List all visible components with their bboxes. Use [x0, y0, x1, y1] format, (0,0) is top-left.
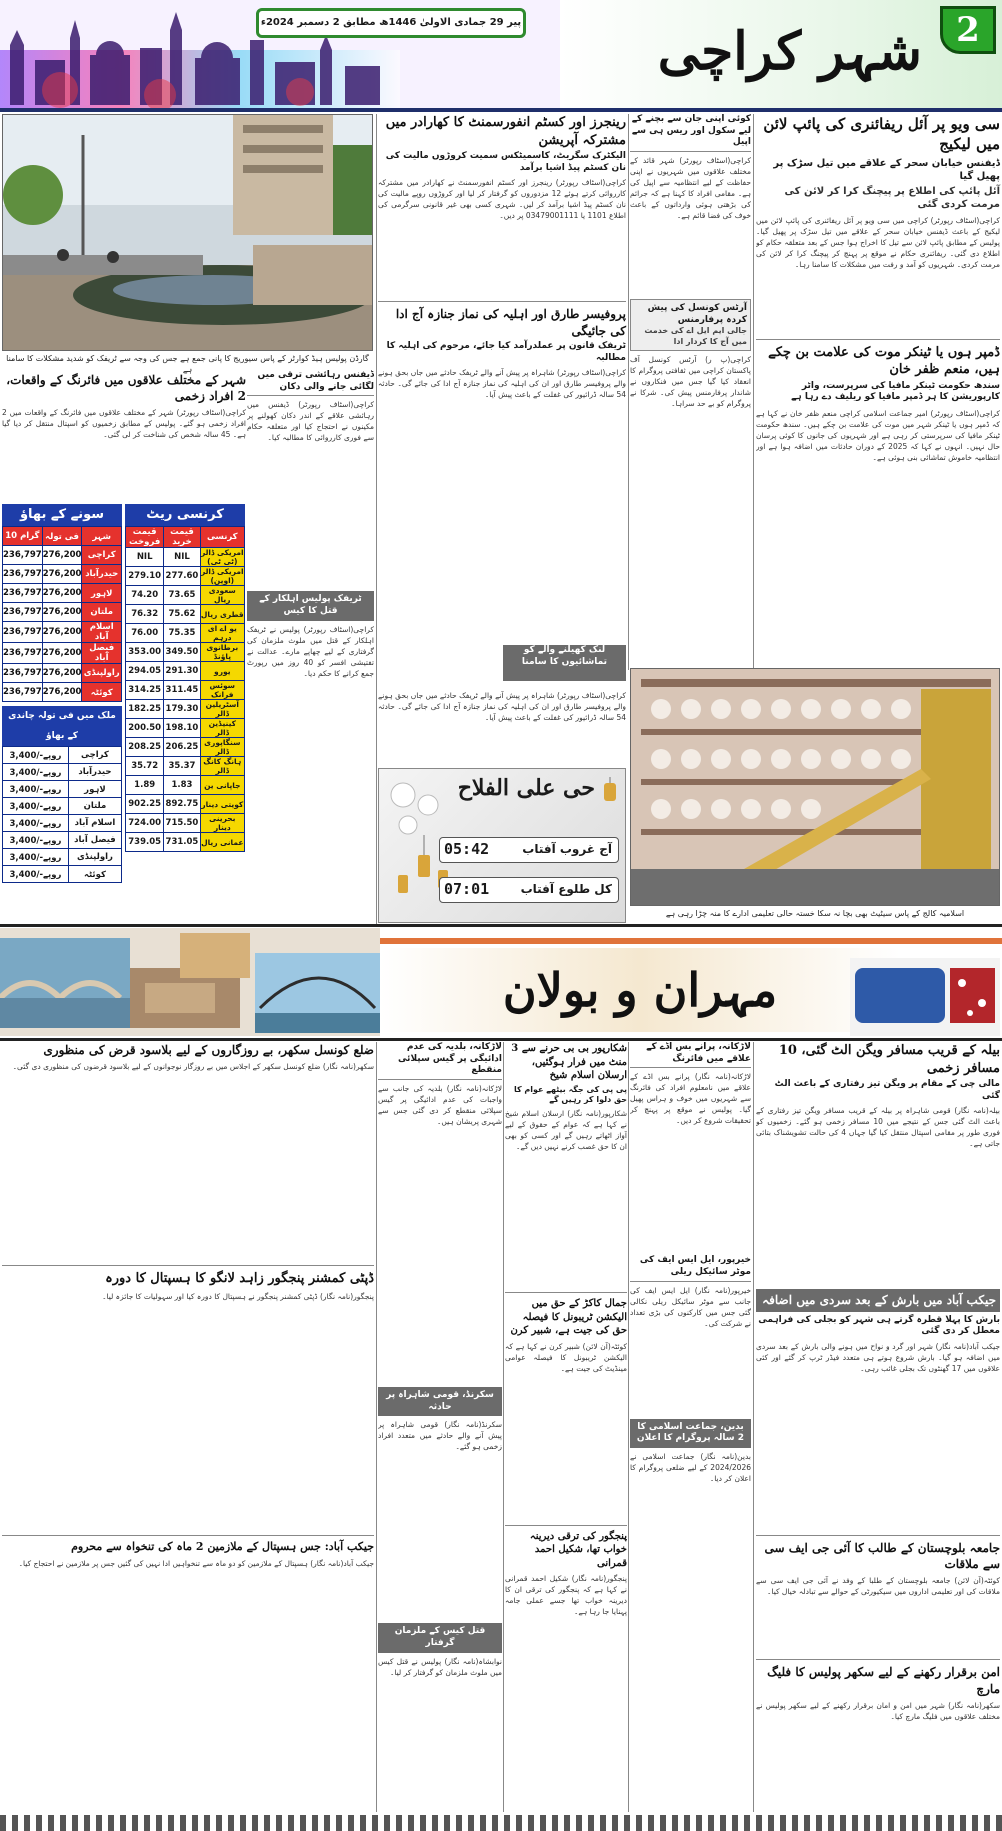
- refinery-headline: سی ویو پر آئل ریفائنری کی پائپ لائن میں لیکیج: [763, 115, 1000, 154]
- currency-row: [126, 567, 245, 586]
- arts-council-headline: آرٹس کونسل کی پیش کردہ پرفارمنس: [647, 303, 747, 325]
- prayer-above-text: [378, 690, 626, 765]
- bela-headline: بیلہ کے قریب مسافر ویگن الٹ گئی، 10 مسافر زخمی: [778, 1043, 1000, 1076]
- divider: [756, 339, 1000, 340]
- panjgur-body: پنجگور(نامہ نگار) شکیل احمد قمرانی نے کہا ہے کہ پنجگور کی ترقی ان کا دیرینہ خواب تھا جسے عملی جامہ پہنایا جا رہا ہے۔: [505, 1574, 627, 1617]
- professor-subhead: ٹریفک قانون پر عملدرآمد کیا جائے، مرحوم کی اہلیہ کا مطالبہ: [386, 340, 626, 363]
- currency-name: برطانوی پاؤنڈ: [200, 643, 244, 662]
- currency-name: قطری ریال: [200, 605, 244, 624]
- silver-price: 3,400/-روپے: [3, 815, 69, 832]
- dumper-body: کراچی(اسٹاف رپورٹر) امیر جماعت اسلامی کراچی منعم ظفر خان نے کہا ہے کہ ڈمپر ہوں یا ٹینکر شہر میں موت کی علامت بن چکے ہیں۔ سندھ حکومت ٹینکر مافیا کی سرپرستی کر رہی ہے اور شہریوں کی جانوں کا کوئی پرسان حال نہیں۔ انہوں نے کہا کہ 2025 کے دوران حادثات میں اضافہ ہوا ہے اور انتظامیہ خاموش تماشائی بنی ہوئی ہے۔: [756, 408, 1000, 462]
- college-photo-caption: اسلامیہ کالج کے پاس سیٹیٹ بھی بچا نہ سکا خستہ حالی تعلیمی ادارے کا منہ چڑا رہی ہے: [665, 909, 965, 918]
- currency-row: [126, 833, 245, 852]
- currency-row: [126, 605, 245, 624]
- masthead: [0, 0, 1002, 110]
- currency-header-name: کرنسی: [200, 527, 244, 548]
- currency-name: بحرینی دینار: [200, 814, 244, 833]
- silver-city: کراچی: [68, 747, 121, 764]
- currency-buy: 731.05: [164, 833, 200, 852]
- flag-march-headline: امن برقرار رکھنے کے لیے سکھر پولیس کا فلیگ مارچ: [767, 1665, 1000, 1696]
- sunrise-time: 07:01: [444, 880, 490, 898]
- traffic-body: کراچی(اسٹاف رپورٹر) پولیس نے ٹریفک اہلکار کے قتل میں ملوث ملزمان کی گرفتاری کے لیے چھاپے مارے۔ عدالت نے تفتیشی افسر کو 40 روز میں رپورٹ جمع کرانے کا حکم دیا۔: [247, 624, 374, 678]
- lamp-icon: [601, 777, 619, 805]
- street-flood-image: [3, 115, 373, 351]
- gold-row: [3, 546, 122, 565]
- murder-case-headline: قتل کیس کے ملزمان گرفتار: [394, 1626, 486, 1649]
- link-box-headline: لنک کھیلنے والے کو: [523, 645, 606, 655]
- building-lattice-image: [631, 669, 1000, 906]
- gold-row: [3, 643, 122, 664]
- sunset-label: آج غروب آفتاب: [522, 842, 612, 856]
- bottom-col-4: [378, 1042, 502, 1812]
- larkana-firing-body: لاڑکانہ(نامہ نگار) پرانے بس اڈے کے علاقے میں نامعلوم افراد کی فائرنگ سے شہریوں میں خوف و ہراس پھیل گیا۔ پولیس نے موقع پر پہنچ کر تحقیقات شروع کر دیں۔: [630, 1072, 751, 1126]
- currency-row: [126, 814, 245, 833]
- badin-headline: بدین، جماعت اسلامی کا: [637, 1421, 744, 1432]
- currency-buy: 892.75: [164, 795, 200, 814]
- gold-tola: 276,200: [42, 546, 82, 565]
- col2-body: کراچی(اسٹاف رپورٹر) شہر قائد کے مختلف علاقوں میں شہریوں نے اپنی حفاظت کے لیے انتظامیہ سے اپیل کی ہے۔ مقامی افراد کا کہنا ہے کہ جرائم کی بڑھتی ہوئی وارداتوں کے باعث خوف کی فضا قائم ہے۔: [630, 156, 751, 221]
- currency-buy: NIL: [164, 548, 200, 567]
- gold-10g: 236,797: [3, 622, 43, 643]
- silver-row: [3, 798, 122, 815]
- currency-row: [126, 700, 245, 719]
- currency-name: کویتی دینار: [200, 795, 244, 814]
- sunset-time: 05:42: [444, 840, 490, 858]
- gold-header-city: شہر: [82, 527, 122, 546]
- currency-sell: 182.25: [126, 700, 164, 719]
- gold-tola: 276,200: [42, 622, 82, 643]
- silver-price: 3,400/-روپے: [3, 849, 69, 866]
- gold-header-tola: فی تولہ: [42, 527, 82, 546]
- silver-city: فیصل آباد: [68, 832, 121, 849]
- jacobabad-headline: جیکب آباد میں بارش کے بعد سردی میں اضافہ: [762, 1293, 996, 1308]
- column-rule: [753, 114, 754, 670]
- currency-buy: 206.25: [164, 738, 200, 757]
- university-body: کوئٹہ(آن لائن) جامعہ بلوچستان کے طلبا کے وفد نے آئی جی ایف سی سے ملاقات کی اور تعلیمی اداروں میں سیکیورٹی کے حوالے سے تبادلہ خیال کیا۔: [756, 1576, 1000, 1597]
- silver-table: [2, 746, 122, 883]
- currency-row: [126, 548, 245, 567]
- gold-header-10g: 10 گرام: [3, 527, 43, 546]
- currency-sell: 353.00: [126, 643, 164, 662]
- newspaper-logo-icon: [850, 958, 1000, 1036]
- currency-name: سنگاپوری ڈالر: [200, 738, 244, 757]
- bela-subhead: مالی چی کے مقام پر ویگن تیز رفتاری کے باعث الٹ گئی: [774, 1079, 1000, 1101]
- murder-case-box: [378, 1623, 502, 1652]
- currency-row: [126, 662, 245, 681]
- defence-body: کراچی(اسٹاف رپورٹر) ڈیفنس میں رہائشی علاقے کے اندر دکان کھولنے پر مکینوں نے احتجاج کیا اور متعلقہ حکام سے فوری کارروائی کا مطالبہ کیا۔: [247, 400, 374, 443]
- gold-tola: 276,200: [42, 683, 82, 702]
- college-photo: [630, 668, 1000, 906]
- gold-row: [3, 622, 122, 643]
- gold-tola: 276,200: [42, 565, 82, 584]
- currency-name: سعودی ریال: [200, 586, 244, 605]
- bottom-col-3: [505, 1042, 627, 1812]
- mehran-bolan-banner: [0, 928, 1002, 1036]
- currency-row: [126, 795, 245, 814]
- banner-title-area: [380, 948, 900, 1032]
- sewage-photo-caption: گارڈن پولیس ہیڈ کوارٹر کے پاس سیوریج کا پانی جمع ہے جس کی وجہ سے ٹریفک کو شدید مشکلات کا سامنا ہے: [6, 354, 369, 374]
- silver-price: 3,400/-روپے: [3, 798, 69, 815]
- section-two-title: مہران و بولان: [502, 963, 778, 1017]
- larkana-firing-headline: لاڑکانہ، پرانے بس اڈے کے علاقے میں فائرنگ: [630, 1042, 751, 1068]
- khairpur-body: خیرپور(نامہ نگار) ایل ایس ایف کی جانب سے موٹر سائیکل ریلی نکالی گئی جس میں کارکنوں کی بڑی تعداد نے شرکت کی۔: [630, 1285, 751, 1328]
- prayer-title: حی علی الفلاح: [457, 775, 595, 801]
- silver-row: [3, 815, 122, 832]
- dumper-subhead: سندھ حکومت ٹینکر مافیا کی سرپرست، واٹر کارپوریشن کا ہر ڈمپر مافیا کو ریلیف دے رہا ہے: [791, 380, 1000, 403]
- rangers-body: کراچی(اسٹاف رپورٹر) رینجرز اور کسٹم انفورسمنٹ نے کھارادر میں مشترکہ کارروائی کرتے ہوئے 12 مزدوروں کو گرفتار کر لیا اور کروڑوں روپے مالیت کی نان کسٹم پیڈ اشیا برآمد کر لیں۔ شہری کسی بھی غیر قانونی سرگرمی کی اطلاع 1101 یا 03479001111 پر دیں۔: [378, 178, 626, 221]
- currency-name: امریکی ڈالر (اوپن): [200, 567, 244, 585]
- page-number: 2: [956, 10, 980, 50]
- dumper-headline: ڈمپر ہوں یا ٹینکر موت کی علامت بن چکے ہیں، منعم ظفر خان: [768, 344, 1000, 378]
- silver-row: [3, 849, 122, 866]
- currency-name: یو اے ای درہم: [200, 624, 244, 643]
- currency-header-sell: قیمت فروخت: [126, 527, 164, 548]
- currency-row: [126, 757, 245, 776]
- currency-sell: 74.20: [126, 586, 164, 605]
- currency-header-buy: قیمت خرید: [164, 527, 200, 548]
- gold-10g: 236,797: [3, 664, 43, 683]
- top-col-5: [2, 372, 246, 497]
- col2-body-2: کراچی(پ ر) آرٹس کونسل آف پاکستان کراچی میں ثقافتی پروگرام کا انعقاد کیا گیا جس میں فنکاروں نے شاندار پرفارمنس پیش کی۔ شرکا نے پروگرام کو بے حد سراہا۔: [630, 355, 751, 409]
- gold-city: فیصل آباد: [82, 643, 122, 664]
- currency-buy: 311.45: [164, 681, 200, 700]
- silver-row: [3, 832, 122, 849]
- gold-city: ملتان: [82, 603, 122, 622]
- currency-row: [126, 624, 245, 643]
- column-rule: [376, 114, 377, 924]
- currency-buy: 349.50: [164, 643, 200, 662]
- divider: [505, 1525, 627, 1526]
- col2-headline: کوئی اپنی جان سے بچنے کے لیے سکول اور ریس ہی سے اپیل: [630, 114, 751, 152]
- currency-buy: 715.50: [164, 814, 200, 833]
- silver-price: 3,400/-روپے: [3, 832, 69, 849]
- currency-buy: 198.10: [164, 719, 200, 738]
- column-rule: [628, 114, 629, 670]
- currency-row: [126, 586, 245, 605]
- gold-10g: 236,797: [3, 603, 43, 622]
- district-council-body: سکھر(نامہ نگار) ضلع کونسل سکھر کے اجلاس میں بے روزگار نوجوانوں کے لیے بلاسود قرضوں کی منظوری دی گئی۔: [12, 1062, 374, 1072]
- currency-buy: 75.35: [164, 624, 200, 643]
- refinery-body: کراچی(اسٹاف رپورٹر) کراچی میں سی ویو پر آئل ریفائنری کی پائپ لائن میں لیکیج کے باعث ڈیفنس خیابان سحر کے علاقے میں تیل سڑک پر پھیل گیا۔ پولیس کے مطابق پائپ لائن سے تیل کا اخراج ہوا جس کے بعد متعلقہ حکام کو اطلاع دی گئی۔ ریفائنری حکام نے موقع پر پہنچ کر پیچنگ کرا کر لائن کی مرمت کردی۔ شہریوں کو آمد و رفت میں مشکلات کا سامنا رہا۔: [756, 215, 1000, 269]
- traffic-box-headline: ٹریفک پولیس اہلکار کے قتل کا کیس: [259, 594, 362, 617]
- silver-row: [3, 747, 122, 764]
- bela-body: بیلہ(نامہ نگار) قومی شاہراہ پر بیلہ کے قریب مسافر ویگن تیز رفتاری کے باعث الٹ گئی جس کے نتیجے میں 10 مسافر زخمی ہو گئے۔ زخمیوں کو فوری طور پر مقامی اسپتال منتقل کیا گیا جہاں 4 کی حالت تشویشناک بتائی جاتی ہے۔: [756, 1106, 1000, 1149]
- gold-10g: 236,797: [3, 584, 43, 603]
- gold-row: [3, 683, 122, 702]
- banner-accent-bar: [380, 938, 1002, 944]
- silver-city: لاہور: [68, 781, 121, 798]
- divider: [378, 301, 626, 302]
- gold-tola: 276,200: [42, 664, 82, 683]
- arts-council-box: [630, 299, 751, 351]
- panjgur-headline: پنجگور کی ترقی دیرینہ خواب تھا، شکیل احمد قمرانی: [529, 1530, 627, 1569]
- shikarpur-subhead: پی پی کی جگہ بیٹھے عوام کا حق دلوا کر رہیں گے: [513, 1084, 627, 1104]
- firing-body: کراچی(اسٹاف رپورٹر) شہر کے مختلف علاقوں میں فائرنگ کے واقعات میں 2 افراد زخمی ہو گئے۔ پولیس کے مطابق زخمیوں کو اسپتال منتقل کر دیا گیا ہے۔ 45 سالہ شخص کی شناخت کر لی گئی۔: [2, 408, 246, 440]
- column-rule: [376, 1042, 377, 1812]
- link-box: [503, 645, 626, 681]
- currency-name: سوئس فرانک: [200, 681, 244, 700]
- currency-sell: NIL: [126, 548, 164, 567]
- jacobabad-headline-box: [756, 1289, 1000, 1311]
- professor-body-continued: کراچی(اسٹاف رپورٹر) شاہراہ پر پیش آنے والے ٹریفک حادثے میں جاں بحق ہونے والے پروفیسر طارق اور ان کی اہلیہ کی نماز جنازہ آج ادا کی جائے گی۔ حادثہ 54 سالہ ڈرائیور کی غفلت کے باعث پیش آیا۔: [378, 691, 626, 722]
- gold-10g: 236,797: [3, 643, 43, 664]
- rangers-headline: رینجرز اور کسٹم انفورسمنٹ کا کھارادر میں مشترکہ آپریشن: [385, 115, 626, 148]
- gold-tola: 276,200: [42, 643, 82, 664]
- silver-row: [3, 764, 122, 781]
- sakrand-headline: سکرنڈ، قومی شاہراہ پر حادثہ: [386, 1390, 494, 1412]
- sunrise-label: کل طلوع آفتاب: [520, 882, 612, 896]
- khairpur-headline: خیرپور، ایل ایس ایف کی موٹر سائیکل ریلی: [630, 1255, 751, 1281]
- gold-tola: 276,200: [42, 603, 82, 622]
- silver-row: [3, 781, 122, 798]
- hospital-salary-body: جیکب آباد(نامہ نگار) ہسپتال کے ملازمین کو دو ماہ سے تنخواہیں ادا نہیں کی گئیں جس پر ملازمین نے احتجاج کیا۔: [18, 1558, 374, 1568]
- divider: [505, 1292, 627, 1293]
- gold-city: حیدرآباد: [82, 565, 122, 584]
- currency-buy: 73.65: [164, 586, 200, 605]
- silver-price: 3,400/-روپے: [3, 781, 69, 798]
- silver-city: اسلام آباد: [68, 815, 121, 832]
- gas-headline: لاڑکانہ، بلدیہ کی عدم ادائیگی پر گیس سپلائی منقطع: [378, 1042, 502, 1080]
- currency-row: [126, 776, 245, 795]
- rangers-subhead: الیکٹرک سگریٹ، کاسمیٹکس سمیت کروڑوں مالیت کی نان کسٹم پیڈ اشیا برآمد: [385, 151, 626, 173]
- gold-city: راولپنڈی: [82, 664, 122, 683]
- gold-title: سونے کے بھاؤ: [2, 504, 122, 526]
- silver-city: راولپنڈی: [68, 849, 121, 866]
- professor-body: کراچی(اسٹاف رپورٹر) شاہراہ پر پیش آنے والے ٹریفک حادثے میں جاں بحق ہونے والے پروفیسر طارق اور ان کی اہلیہ کی نماز جنازہ آج ادا کی جائے گی۔ حادثہ 54 سالہ ڈرائیور کی غفلت کے باعث پیش آیا۔: [378, 368, 626, 400]
- shikarpur-body: شکارپور(نامہ نگار) ارسلان اسلام شیخ نے کہا ہے کہ عوام کے حقوق کے لیے آواز اٹھاتے رہیں گے اور کسی کو بھی ان کا حق غصب کرنے نہیں دیں گے۔: [505, 1109, 627, 1152]
- district-council-headline: ضلع کونسل سکھر، بے روزگاروں کے لیے بلاسود قرض کی منظوری: [43, 1043, 374, 1057]
- badin-subhead: 2 سالہ پروگرام کا اعلان: [636, 1433, 745, 1444]
- currency-sell: 76.00: [126, 624, 164, 643]
- gold-10g: 236,797: [3, 546, 43, 565]
- currency-box: [125, 504, 245, 852]
- sewage-photo: [2, 114, 373, 351]
- bottom-col-2: [630, 1042, 751, 1812]
- sakrand-body: سکرنڈ(نامہ نگار) قومی شاہراہ پر پیش آنے والے حادثے میں متعدد افراد زخمی ہو گئے۔: [378, 1420, 502, 1452]
- currency-buy: 277.60: [164, 567, 200, 586]
- top-col-3: [378, 114, 626, 414]
- currency-buy: 179.30: [164, 700, 200, 719]
- currency-name: کینیڈین ڈالر: [200, 719, 244, 738]
- defence-headline: ڈیفنس رہائشی ترقی میں لگائی جانے والی دکان: [247, 370, 374, 396]
- gold-table: [2, 526, 122, 702]
- silver-price: 3,400/-روپے: [3, 747, 69, 764]
- currency-sell: 1.89: [126, 776, 164, 795]
- jamal-kakar-body: کوئٹہ(آن لائن) شبیر کرن نے کہا ہے کہ الیکشن ٹریبونل کا فیصلہ عوامی مینڈیٹ کی جیت ہے۔: [505, 1341, 627, 1373]
- currency-sell: 76.32: [126, 605, 164, 624]
- top-col-4: [247, 370, 374, 920]
- firing-headline: شہر کے مختلف علاقوں میں فائرنگ کے واقعات، 2 افراد زخمی: [6, 373, 246, 404]
- currency-name: آسٹریلین ڈالر: [200, 700, 244, 719]
- gold-10g: 236,797: [3, 565, 43, 584]
- jacobabad-body: جیکب آباد(نامہ نگار) شہر اور گرد و نواح میں ہونے والی بارش کے بعد سردی میں اضافہ ہو گیا۔ بارش شروع ہوتے ہی متعدد فیڈر ٹرپ کر گئے اور کئی علاقوں میں 17 گھنٹوں تک بجلی غائب رہی۔: [756, 1342, 1000, 1374]
- silver-title: ملک میں فی تولہ چاندی کے بھاؤ: [2, 706, 122, 746]
- silver-city: کوئٹہ: [68, 866, 121, 883]
- gold-city: کوئٹہ: [82, 683, 122, 702]
- date-line: پیر 29 جمادی الاولیٰ 1446ھ مطابق 2 دسمبر 2024ء: [260, 17, 522, 28]
- currency-sell: 35.72: [126, 757, 164, 776]
- gold-city: لاہور: [82, 584, 122, 603]
- top-col-2: [630, 114, 751, 664]
- sakrand-box: [378, 1387, 502, 1416]
- bottom-col-5: [2, 1042, 374, 1812]
- silver-row: [3, 866, 122, 883]
- currency-sell: 724.00: [126, 814, 164, 833]
- gold-row: [3, 565, 122, 584]
- divider: [2, 1535, 374, 1536]
- gold-row: [3, 584, 122, 603]
- hospital-salary-headline: جیکب آباد: جس ہسپتال کے ملازمین 2 ماہ کی تنخواہ سے محروم: [71, 1539, 374, 1553]
- gold-city: کراچی: [82, 546, 122, 565]
- prayer-times-box: [378, 768, 626, 923]
- shikarpur-headline: شکارپور بی بی حرنے سے 3 منٹ میں فرار ہوگئیں، ارسلان اسلام شیخ: [511, 1043, 627, 1081]
- currency-row: [126, 643, 245, 662]
- dc-panjgur-body: پنجگور(نامہ نگار) ڈپٹی کمشنر پنجگور نے ہسپتال کا دورہ کیا اور سہولیات کا جائزہ لیا۔: [102, 1291, 374, 1301]
- badin-body: بدین(نامہ نگار) جماعت اسلامی نے 2024/2026 کے لیے ضلعی پروگرام کا اعلان کر دیا۔: [630, 1452, 751, 1484]
- title-area: [560, 0, 1002, 108]
- currency-sell: 279.10: [126, 567, 164, 586]
- silver-city: حیدرآباد: [68, 764, 121, 781]
- university-headline: جامعہ بلوچستان کے طالب کا آئی جی ایف سی سے ملاقات: [764, 1541, 1000, 1572]
- column-rule: [753, 1042, 754, 1812]
- arts-council-subhead: جالی ایم ایل اے کی خدمت میں آج کا کردار ادا: [644, 326, 747, 346]
- gold-row: [3, 664, 122, 683]
- refinery-subhead-2: آئل پائپ کی اطلاع پر پیچنگ کرا کر لائن کی مرمت کردی گئی: [784, 185, 1000, 210]
- masthead-divider: [0, 108, 1002, 112]
- sunrise-row: [439, 877, 619, 903]
- refinery-subhead: ڈیفنس خیابان سحر کے علاقے میں تیل سڑک پر پھیل گیا: [773, 157, 1000, 182]
- traffic-box: [247, 591, 374, 620]
- currency-row: [126, 738, 245, 757]
- currency-table: [125, 526, 245, 852]
- section-divider: [0, 1038, 1002, 1041]
- currency-sell: 294.05: [126, 662, 164, 681]
- divider: [756, 1659, 1000, 1660]
- badin-box: [630, 1419, 751, 1448]
- flag-march-body: سکھر(نامہ نگار) شہر میں امن و امان برقرار رکھنے کے لیے سکھر پولیس نے مختلف علاقوں میں فلیگ مارچ کیا۔: [756, 1700, 1000, 1721]
- date-box: [256, 8, 526, 38]
- currency-sell: 200.50: [126, 719, 164, 738]
- currency-buy: 75.62: [164, 605, 200, 624]
- professor-headline: پروفیسر طارق اور اہلیہ کی نماز جنازہ آج ادا کی جائیگی: [395, 307, 626, 338]
- currency-row: [126, 719, 245, 738]
- divider: [756, 1535, 1000, 1536]
- masthead-title: شہر کراچی: [657, 21, 922, 82]
- sunset-row: [439, 837, 619, 863]
- gas-body: لاڑکانہ(نامہ نگار) بلدیہ کی جانب سے واجبات کی عدم ادائیگی پر گیس سپلائی منقطع کر دی گئی جس سے شہری پریشان ہیں۔: [378, 1084, 502, 1127]
- murder-case-body: نوابشاہ(نامہ نگار) پولیس نے قتل کیس میں ملوث ملزمان کو گرفتار کر لیا۔: [378, 1656, 502, 1677]
- gold-box: [2, 504, 122, 883]
- currency-name: ہانگ کانگ ڈالر: [200, 757, 244, 776]
- currency-sell: 208.25: [126, 738, 164, 757]
- silver-price: 3,400/-روپے: [3, 866, 69, 883]
- currency-name: عمانی ریال: [200, 833, 244, 852]
- column-rule: [628, 1042, 629, 1812]
- bottom-col-1: [756, 1042, 1000, 1812]
- footer-ornament: [0, 1815, 1002, 1831]
- currency-sell: 902.25: [126, 795, 164, 814]
- currency-sell: 314.25: [126, 681, 164, 700]
- currency-name: یورو: [200, 662, 244, 681]
- divider: [2, 1265, 374, 1266]
- bridge-collage: [0, 928, 380, 1036]
- gold-city: اسلام آباد: [82, 622, 122, 643]
- currency-title: کرنسی ریٹ: [125, 504, 245, 526]
- currency-name: امریکی ڈالر (ٹی ٹی): [200, 548, 244, 566]
- silver-price: 3,400/-روپے: [3, 764, 69, 781]
- currency-buy: 1.83: [164, 776, 200, 795]
- dc-panjgur-headline: ڈپٹی کمشنر پنجگور زاہد لانگو کا ہسپتال کا دورہ: [105, 1271, 374, 1287]
- top-col-1: [756, 114, 1000, 664]
- gold-10g: 236,797: [3, 683, 43, 702]
- currency-name: جاپانی ین: [200, 776, 244, 795]
- gold-row: [3, 603, 122, 622]
- gold-tola: 276,200: [42, 584, 82, 603]
- currency-buy: 291.30: [164, 662, 200, 681]
- silver-city: ملتان: [68, 798, 121, 815]
- currency-row: [126, 681, 245, 700]
- link-box-subhead: تماشائیوں کا سامنا: [521, 656, 608, 667]
- currency-buy: 35.37: [164, 757, 200, 776]
- section-divider: [0, 924, 1002, 927]
- page-number-badge: [940, 6, 996, 54]
- column-rule: [503, 1042, 504, 1812]
- currency-sell: 739.05: [126, 833, 164, 852]
- jacobabad-subhead: بارش کا پہلا قطرہ گرتے ہی شہر کو بجلی کی فراہمی معطل کر دی گئی: [758, 1314, 1000, 1337]
- jamal-kakar-headline: جمال کاکڑ کے حق میں الیکشن ٹریبونل کا فیصلہ حق کی جیت ہے، شبیر کرن: [510, 1298, 627, 1337]
